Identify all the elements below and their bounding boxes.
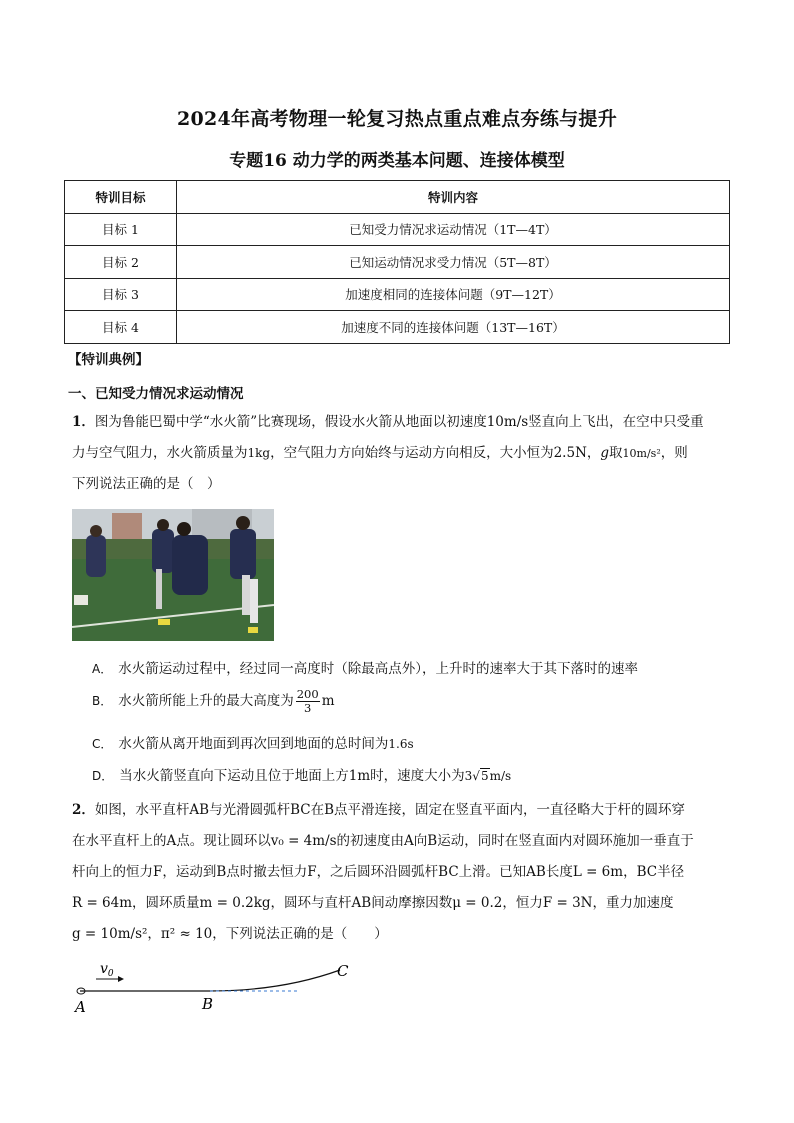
option-c-value: 1.6s bbox=[388, 737, 414, 751]
option-d-label: D． bbox=[92, 769, 114, 783]
label-b: B bbox=[202, 995, 214, 1013]
q1-mass: 1kg bbox=[247, 446, 271, 460]
q1-line2b: ，空气阻力方向始终与运动方向相反，大小恒为 bbox=[270, 445, 554, 461]
arc-rod-bc bbox=[210, 970, 340, 991]
q1-option-c[interactable] bbox=[92, 732, 414, 752]
section-examples-heading: 【特训典例】 bbox=[68, 352, 149, 368]
q1-option-b[interactable] bbox=[92, 688, 335, 715]
water-rocket-photo bbox=[72, 509, 274, 641]
q1-number: 1． bbox=[72, 414, 95, 430]
q2-line5: g = 10m/s²，π² ≈ 10，下列说法正确的是（ ） bbox=[72, 926, 388, 942]
goal-cell: 目标 1 bbox=[65, 213, 177, 246]
goal-cell: 目标 4 bbox=[65, 311, 177, 344]
table-row bbox=[65, 213, 730, 246]
q2-line2: 在水平直杆上的A点。现让圆环以v₀ = 4m/s的初速度由A向B运动，同时在竖直面内对圆环施加一垂直于 bbox=[72, 833, 694, 849]
q1-option-a[interactable] bbox=[92, 657, 638, 677]
option-b-text: 水火箭所能上升的最大高度为 bbox=[118, 693, 294, 709]
label-c: C bbox=[337, 962, 349, 980]
table-row bbox=[65, 311, 730, 344]
q1-force: 2.5N bbox=[553, 445, 587, 461]
header-goal: 特训目标 bbox=[65, 181, 177, 214]
section-one-heading: 一、已知受力情况求运动情况 bbox=[68, 386, 244, 402]
page-subtitle: 专题16 动力学的两类基本问题、连接体模型 bbox=[229, 151, 565, 171]
page-title: 2024年高考物理一轮复习热点重点难点夯练与提升 bbox=[176, 108, 618, 130]
option-b-unit: m bbox=[321, 693, 335, 709]
sqrt-icon: √ bbox=[472, 769, 480, 783]
label-v0: $v_0$ bbox=[100, 961, 114, 979]
content-cell: 已知运动情况求受力情况（5T—8T） bbox=[177, 246, 730, 279]
q1-line2 bbox=[72, 438, 732, 469]
option-c-label: C． bbox=[92, 737, 113, 751]
ab-bc-rod-diagram bbox=[72, 958, 372, 1018]
q2-line1-text: 如图，水平直杆AB与光滑圆弧杆BC在B点平滑连接，固定在竖直平面内，一直径略大于杆的圆环穿 bbox=[94, 802, 685, 818]
fraction-200-3 bbox=[296, 688, 320, 715]
q1-line3: 下列说法正确的是（ ） bbox=[72, 476, 221, 492]
question-2-text bbox=[72, 795, 732, 950]
option-d-coef: 3 bbox=[464, 769, 473, 783]
content-cell: 加速度相同的连接体问题（9T—12T） bbox=[177, 278, 730, 311]
option-b-label: B． bbox=[92, 694, 113, 708]
q1-line2e: ，则 bbox=[660, 445, 688, 461]
q1-line2c: ， bbox=[586, 445, 601, 461]
goal-cell: 目标 3 bbox=[65, 278, 177, 311]
table-row bbox=[65, 278, 730, 311]
option-a-label: A． bbox=[92, 662, 113, 676]
table-row bbox=[65, 246, 730, 279]
header-content: 特训内容 bbox=[177, 181, 730, 214]
option-a-text: 水火箭运动过程中，经过同一高度时（除最高点外），上升时的速率大于其下落时的速率 bbox=[118, 661, 638, 677]
q1-g-symbol: g bbox=[600, 445, 610, 461]
goal-cell: 目标 2 bbox=[65, 246, 177, 279]
q1-line2a: 力与空气阻力，水火箭质量为 bbox=[72, 445, 248, 461]
q2-line3: 杆向上的恒力F，运动到B点时撤去恒力F，之后圆环沿圆弧杆BC上滑。已知AB长度L = 6m，BC半径 bbox=[72, 864, 685, 880]
q2-line4: R = 64m，圆环质量m = 0.2kg，圆环与直杆AB间动摩擦因数μ = 0.2，恒力F = 3N，重力加速度 bbox=[72, 895, 674, 911]
option-d-root: 5 bbox=[480, 769, 489, 783]
arrow-head-icon bbox=[118, 976, 124, 982]
content-cell: 已知受力情况求运动情况（1T—4T） bbox=[177, 213, 730, 246]
fraction-numerator: 200 bbox=[296, 687, 319, 701]
goals-table bbox=[64, 180, 730, 344]
option-d-text: 当水火箭竖直向下运动且位于地面上方1m时，速度大小为 bbox=[119, 768, 465, 784]
q2-number: 2． bbox=[72, 802, 95, 818]
option-c-text: 水火箭从离开地面到再次回到地面的总时间为 bbox=[118, 736, 389, 752]
fraction-denominator: 3 bbox=[304, 701, 312, 715]
label-a: A bbox=[75, 998, 86, 1016]
q1-line1 bbox=[72, 407, 732, 438]
table-header-row bbox=[65, 181, 730, 214]
q1-option-d[interactable] bbox=[92, 764, 511, 784]
content-cell: 加速度不同的连接体问题（13T—16T） bbox=[177, 311, 730, 344]
photo-image bbox=[72, 509, 274, 641]
q1-g-value: 10m/s² bbox=[622, 447, 661, 460]
option-d-unit: m/s bbox=[489, 769, 512, 783]
q1-line1-text: 图为鲁能巴蜀中学“水火箭”比赛现场，假设水火箭从地面以初速度10m/s竖直向上飞出，在空中只受重 bbox=[94, 414, 704, 430]
question-1-text bbox=[72, 407, 732, 500]
q1-line2d: 取 bbox=[609, 445, 623, 461]
q2-line1 bbox=[72, 795, 732, 826]
